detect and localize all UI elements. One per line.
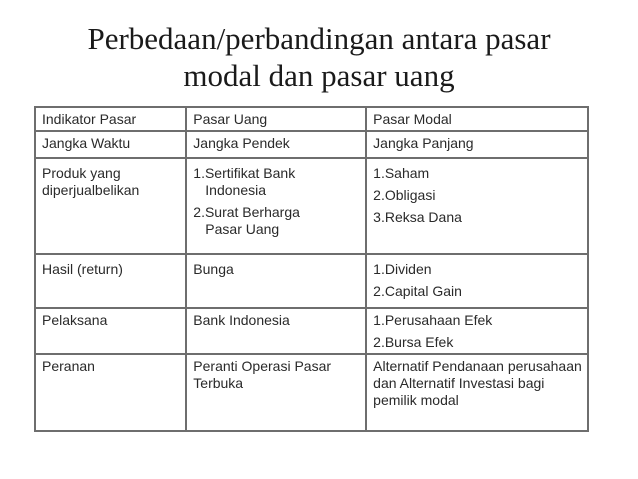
list-item: 1.Sertifikat Bank <box>193 165 296 181</box>
list-item: 3.Reksa Dana <box>373 209 462 225</box>
cell-indikator: Peranan <box>35 354 186 431</box>
list-item: 1.Perusahaan Efek <box>373 312 493 328</box>
cell-pasar-modal <box>366 254 588 308</box>
slide-title <box>0 20 638 94</box>
header-pasar-uang: Pasar Uang <box>186 107 366 131</box>
cell-indikator: Hasil (return) <box>35 254 186 308</box>
table-row-hasil <box>35 254 588 308</box>
list-item: 1.Saham <box>373 165 430 181</box>
cell-indikator: Produk yang diperjualbelikan <box>35 158 186 254</box>
list-item-continuation: Indonesia <box>205 182 266 198</box>
table-row-jangka-waktu <box>35 131 588 158</box>
comparison-table <box>34 106 589 432</box>
list-item: 2.Capital Gain <box>373 283 462 299</box>
cell-pasar-modal <box>366 158 588 254</box>
cell-pasar-modal <box>366 308 588 354</box>
slide-title-line-1: Perbedaan/perbandingan antara pasar <box>87 21 551 56</box>
table-row-pelaksana <box>35 308 588 354</box>
list-item: 1.Dividen <box>373 261 432 277</box>
table-header-row <box>35 107 588 131</box>
cell-pasar-uang: Jangka Pendek <box>186 131 366 158</box>
list-item: 2.Bursa Efek <box>373 334 454 350</box>
table-row-peranan <box>35 354 588 431</box>
cell-pasar-uang <box>186 158 366 254</box>
cell-indikator: Jangka Waktu <box>35 131 186 158</box>
header-pasar-modal: Pasar Modal <box>366 107 588 131</box>
list-item: 2.Obligasi <box>373 187 436 203</box>
slide-title-line-2: modal dan pasar uang <box>183 58 455 93</box>
cell-pasar-uang: Bank Indonesia <box>186 308 366 354</box>
cell-pasar-uang: Peranti Operasi Pasar Terbuka <box>186 354 366 431</box>
list-item-continuation: Pasar Uang <box>205 221 280 237</box>
cell-pasar-modal: Alternatif Pendanaan perusahaan dan Alternatif Investasi bagi pemilik modal <box>366 354 588 431</box>
cell-pasar-modal: Jangka Panjang <box>366 131 588 158</box>
cell-pasar-uang: Bunga <box>186 254 366 308</box>
list-item: 2.Surat Berharga <box>193 204 300 220</box>
table-row-produk <box>35 158 588 254</box>
cell-indikator: Pelaksana <box>35 308 186 354</box>
header-indikator-pasar: Indikator Pasar <box>35 107 186 131</box>
